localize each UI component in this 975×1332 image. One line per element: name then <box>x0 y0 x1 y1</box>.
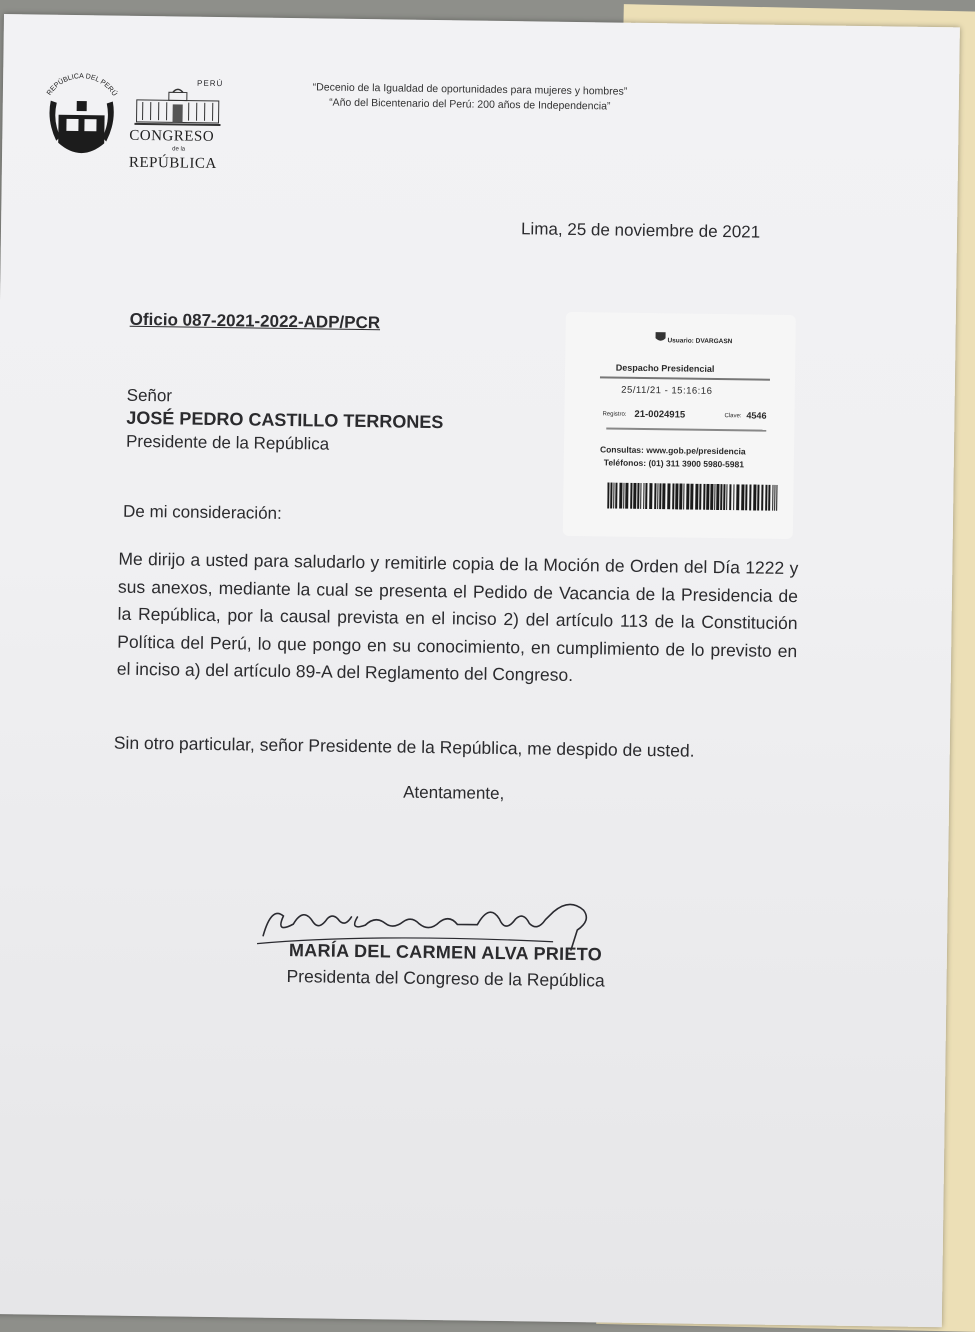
reception-stamp <box>563 312 796 539</box>
barcode-bar <box>633 483 636 509</box>
letter-date: Lima, 25 de noviembre de 2021 <box>521 219 760 242</box>
recipient-title: Presidente de la República <box>126 430 443 457</box>
stamp-registro-label: Registro: <box>602 411 626 417</box>
oficio-reference: Oficio 087-2021-2022-ADP/PCR <box>130 310 381 333</box>
barcode-bar <box>619 483 622 509</box>
letter-body: Me dirijo a usted para saludarlo y remitirle copia de la Moción de Orden del Día 1222 y sus anexos, mediante la cual se presenta el Pedido de Vacancia de la Presidencia de la República, por la causal prevista en el inciso 2) del artículo 113 de la Constitución Política del Perú, lo que pongo en su conocimiento, en cumplimiento de lo previsto en el inciso a) del artículo 89-A del Reglamento del Congreso. <box>117 546 799 693</box>
stamp-consultas: Consultas: www.gob.pe/presidencia <box>600 444 746 456</box>
svg-text:REPÚBLICA DEL PERÚ: REPÚBLICA DEL PERÚ <box>46 73 120 98</box>
stamp-telefonos: Teléfonos: (01) 311 3900 5980-5981 <box>604 457 744 469</box>
stamp-clave-label: Clave: <box>724 413 741 419</box>
motto-line-2: “Año del Bicentenario del Perú: 200 años de Independencia” <box>275 95 665 115</box>
barcode-bar <box>623 483 624 509</box>
header-mottos <box>275 80 665 115</box>
barcode-bar <box>699 484 701 510</box>
barcode-bar <box>720 484 722 510</box>
congress-building-icon <box>132 86 243 128</box>
barcode-bar <box>745 484 747 510</box>
congreso-logo <box>124 78 235 180</box>
recipient-salutation: Señor <box>127 384 444 411</box>
congreso-line1: CONGRESO <box>129 128 214 146</box>
barcode-bar <box>672 483 674 509</box>
stamp-fine-print-2 <box>606 427 766 431</box>
barcode-bar <box>733 484 734 510</box>
barcode-bar <box>703 484 705 510</box>
barcode-bar <box>776 485 777 511</box>
barcode-bar <box>765 485 767 511</box>
barcode-bar <box>659 483 661 509</box>
barcode-bar <box>610 483 612 509</box>
stamp-usuario: Usuario: DVARGASN <box>667 337 732 345</box>
barcode-bar <box>774 485 775 511</box>
barcode <box>607 482 779 510</box>
barcode-bar <box>729 484 731 510</box>
barcode-bar <box>679 483 682 509</box>
stamp-clave-value: 4546 <box>746 410 766 420</box>
barcode-bar <box>749 484 751 510</box>
stamp-office: Despacho Presidencial <box>565 362 765 375</box>
barcode-bar <box>625 483 628 509</box>
barcode-bar <box>726 484 727 510</box>
barcode-bar <box>706 484 709 510</box>
barcode-bar <box>643 483 644 509</box>
barcode-bar <box>710 484 713 510</box>
barcode-bar <box>736 484 739 510</box>
barcode-bar <box>640 483 641 509</box>
barcode-bar <box>695 484 698 510</box>
barcode-bar <box>645 483 647 509</box>
barcode-bar <box>716 484 719 510</box>
barcode-bar <box>772 485 773 511</box>
stamp-fine-print <box>600 376 770 380</box>
barcode-bar <box>690 484 693 510</box>
congreso-line3: REPÚBLICA <box>129 155 217 173</box>
barcode-bar <box>630 483 632 509</box>
congreso-line2: de la <box>172 146 185 152</box>
stamp-registro-value: 21-0024915 <box>634 409 685 421</box>
barcode-bar <box>637 483 639 509</box>
motto-line-1: “Decenio de la Igualdad de oportunidades para mujeres y hombres” <box>275 80 665 100</box>
signer-title: Presidenta del Congreso de la República <box>286 966 604 991</box>
barcode-bar <box>607 482 609 508</box>
farewell: Atentamente, <box>403 783 504 804</box>
barcode-bar <box>615 483 617 509</box>
coat-of-arms-icon <box>36 70 127 171</box>
barcode-bar <box>657 483 658 509</box>
barcode-bar <box>757 485 759 511</box>
barcode-bar <box>683 484 684 510</box>
barcode-bar <box>649 483 652 509</box>
stamp-datetime: 25/11/21 - 15:16:16 <box>565 384 769 398</box>
barcode-bar <box>675 483 678 509</box>
coat-of-arms-icon <box>653 329 667 343</box>
barcode-bar <box>667 483 670 509</box>
congreso-small-text: PERÚ <box>197 79 223 88</box>
letter-closing: Sin otro particular, señor Presidente de la República, me despido de usted. <box>114 733 695 762</box>
barcode-bar <box>723 484 725 510</box>
barcode-bar <box>654 483 656 509</box>
letter-page <box>0 14 960 1327</box>
barcode-bar <box>714 484 715 510</box>
barcode-bar <box>768 485 770 511</box>
barcode-bar <box>662 483 665 509</box>
barcode-bar <box>761 485 763 511</box>
recipient-name: JOSÉ PEDRO CASTILLO TERRONES <box>126 407 443 434</box>
signer-name: MARÍA DEL CARMEN ALVA PRIETO <box>289 940 602 965</box>
barcode-bar <box>613 483 614 509</box>
barcode-bar <box>753 485 756 511</box>
barcode-bar <box>686 484 689 510</box>
barcode-bar <box>741 484 744 510</box>
greeting: De mi consideración: <box>123 502 282 524</box>
recipient-block <box>126 384 444 457</box>
